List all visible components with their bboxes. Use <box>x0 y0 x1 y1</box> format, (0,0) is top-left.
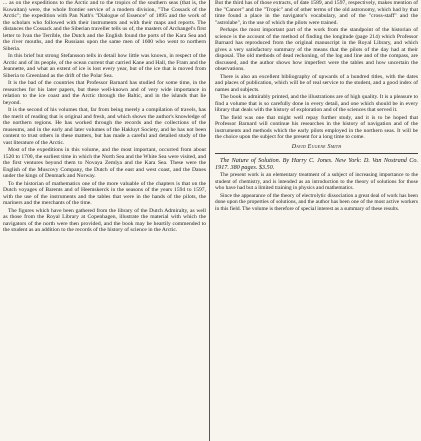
right-paragraph-1: But the third has of those extracts, of date 1589, and 1597, respectively, makes mention of the "Cancer" and the "Tropic" and of other terms of the old astronomy, which had by that time found a place in the navigator's vocabulary, and of the "cross-staff" and the "astrolabe", in the use of which the pilots were trained. <box>215 0 418 26</box>
review-heading: The Nature of Solution. By Harry C. Jones. New York: D. Van Nostrand Co. 1917. 380 pages. $3.50. <box>215 157 418 171</box>
review-paragraph-1: The present work is an elementary treatment of a subject of increasing importance to the student of chemistry, and is intended as an introduction to the theory of solutions for those who have had but a limited training in physics and mathematics. <box>215 172 418 191</box>
left-paragraph-2: In this brief but strong Stefansson tells in detail how little was known, in respect of the Arctic and of its people, of the ocean current that carried Kane and Hall, the Fram and the Jeannette, and what an extent of ice is lost every year, but of the ice that is moved from Siberia to Greenland as the drift of the Polar Sea. <box>3 53 206 79</box>
left-paragraph-1: ... as on the expeditions to the Arctic and to the tropics of the southern seas (that is, the Kuwaitan) were, the whole frontier service of a modern division, "The Cossack of the Arctic"; the expedition with Pan Nath's "Dialogue of Essence" of 1895 and the work of the scholars who followed with their instruments and with their maps and reports. The distances the Cossack and the Siberian traveller tells us of, the masters of Archangel's first letter to Ivan the Terrible, the Dutch and the English found the ports of the Kara Sea and the river mouths, and the Russians upon the same men of 1600 who went to northern Siberia. <box>3 0 206 52</box>
review-signature: David Eugene Smith <box>291 143 342 150</box>
right-column <box>215 0 418 441</box>
right-paragraph-2: Perhaps the most important part of the work from the standpoint of the historian of science is the account of the method of finding the longitude (page 214) which Professor Barnard has reproduced from the original manuscript in the Royal Library, and which gives a very satisfactory summary of the means that the pilots of the day had at their disposal. The old methods of dead reckoning, of the log and line and of the compass, are discussed, and the author shows how imperfect were the tables and how uncertain the observations. <box>215 27 418 72</box>
section-rule <box>215 153 418 154</box>
right-paragraph-3: There is also an excellent bibliography of upwards of a hundred titles, with the dates and places of publication, which will be of real service to the student, and a good index of names and subjects. <box>215 73 418 93</box>
left-paragraph-3: It is the bad of the countries that Professor Barnard has studied for some time, in the researches for his later papers, but these well-known and of very wide importance in relation to the ice coast and the Arctic through the Baltic, and in the islands that lie beyond. <box>3 80 206 106</box>
left-paragraph-6: To the historian of mathematics one of the more valuable of the chapters is that on the Dutch voyages of Barents and of Heemskerck in the seasons of the years 1594 to 1597, with the use of the instruments and the tables that were in the hands of the pilots, the mariners and the merchants of the time. <box>3 180 206 206</box>
right-paragraph-5: The field was one that might well repay further study, and it is to be hoped that Professor Barnard will continue his researches in the history of navigation and of the instruments and methods which the early pilots employed in the northern seas. It will be the choice upon the subject for the present for a long time to come. <box>215 114 418 140</box>
review-paragraph-2: Since the appearance of the theory of electrolytic dissociation a great deal of work has been done upon the properties of solutions, and the author has been one of the most active workers in this field. The volume is therefore of special interest as a summary of these results. <box>215 192 418 212</box>
column-divider <box>209 0 210 441</box>
left-paragraph-7: The figures which have been gathered from the library of the Dutch Admiralty, as well as those from the Royal Library at Copenhagen, illustrate the material with which the navigators of the north were then provided, and the book may be heartily commended to the student as an addition to the records of the history of science in the Arctic. <box>3 207 206 233</box>
right-paragraph-4: The book is admirably printed, and the illustrations are of high quality. It is a pleasure to find a volume that is so carefully done in every detail, and one which should be in every library that deals with the history of exploration and of the sciences that served it. <box>215 94 418 113</box>
left-paragraph-5: Most of the expeditions in this volume, and the most important, occurred from about 1520 to 1700, the earliest time in which the North Sea and the White Sea were visited, and the first ventures beyond them to Novaya Zemlya and the Kara Sea. These were the English of the Muscovy Company, the Dutch of the east and west coast, and the Danes under the kings of Denmark and Norway. <box>3 147 206 179</box>
left-column <box>3 0 206 441</box>
left-paragraph-4: It is the second of his volumes that, far from being merely a compilation of travels, has the merit of reading that is original and fresh, and which shows the author's knowledge of the northern regions. He has worked through the records and the collections of the museums, and in the early and later volumes of the Hakluyt Society, and he has not been content to trust others in these matters, but has made a careful and detailed study of the vast literature of the Arctic. <box>3 107 206 146</box>
